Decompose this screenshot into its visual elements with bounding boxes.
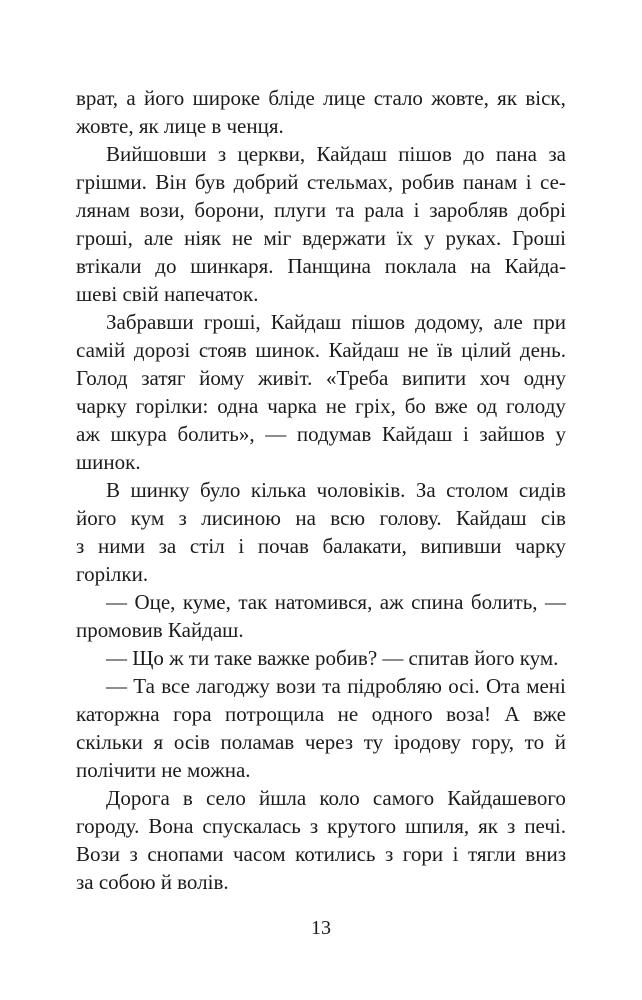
paragraph xyxy=(76,672,566,784)
word: як xyxy=(497,86,518,110)
word: грішми. xyxy=(76,170,147,194)
text-line xyxy=(76,504,566,532)
word: гріх, xyxy=(355,394,396,418)
word: я xyxy=(153,730,164,754)
word: вниз xyxy=(525,842,566,866)
word: добрий xyxy=(233,170,299,194)
word: стояв xyxy=(198,338,247,362)
text-line xyxy=(76,196,566,224)
word: до xyxy=(463,142,485,166)
word: чоловіків. xyxy=(316,478,406,502)
word: дорозі xyxy=(133,338,191,362)
word: собою xyxy=(98,870,156,894)
word: з xyxy=(309,814,319,838)
word: тягли xyxy=(467,842,516,866)
word: день. xyxy=(519,338,566,362)
paragraph xyxy=(76,784,566,896)
word: почав xyxy=(257,534,309,558)
word: гори xyxy=(402,842,444,866)
word: й xyxy=(160,870,172,894)
word: Панщина xyxy=(287,254,372,278)
paragraph xyxy=(76,644,566,672)
word: вози xyxy=(276,674,316,698)
word: панам xyxy=(462,170,518,194)
word: гроші, xyxy=(76,226,133,250)
word: та xyxy=(322,674,341,698)
word: випивши xyxy=(420,534,502,558)
text-line xyxy=(76,644,566,672)
word: кілька xyxy=(250,478,307,502)
word: Кайдашевого xyxy=(447,786,566,810)
word: не xyxy=(337,702,359,726)
word: сидів xyxy=(518,478,566,502)
word: Оце, xyxy=(134,590,176,614)
word: з xyxy=(217,142,227,166)
word: А xyxy=(504,702,520,726)
word: гроші, xyxy=(203,310,261,334)
word: кум xyxy=(130,506,165,530)
word: втікали xyxy=(76,254,142,278)
word: Забравши xyxy=(106,310,194,334)
word: се- xyxy=(540,170,566,194)
text-line xyxy=(76,756,566,784)
word: заробляв xyxy=(429,198,509,222)
word: лянам xyxy=(76,198,130,222)
word: поклала xyxy=(384,254,457,278)
page-number: 13 xyxy=(311,917,331,939)
word: За xyxy=(415,478,436,502)
word: — xyxy=(106,674,127,698)
word: аж xyxy=(379,590,404,614)
word: аж xyxy=(76,422,100,446)
word: — xyxy=(382,646,404,670)
word: добрі xyxy=(517,198,566,222)
word: підробляю xyxy=(347,674,442,698)
text-line xyxy=(76,420,566,448)
word: з xyxy=(76,534,85,558)
word: їв xyxy=(436,338,453,362)
word: свій xyxy=(122,282,159,306)
word: спитав xyxy=(408,646,470,670)
word: і xyxy=(525,170,532,194)
word: і xyxy=(462,422,469,446)
word: то xyxy=(524,730,545,754)
word: сів xyxy=(540,506,566,530)
word: і xyxy=(452,842,459,866)
paragraph xyxy=(76,588,566,644)
word: бліде xyxy=(268,86,315,110)
word: воза! xyxy=(446,702,491,726)
word: пішов xyxy=(398,142,452,166)
text-line xyxy=(76,448,566,476)
word: ніяк xyxy=(184,226,222,250)
word: село xyxy=(205,786,246,810)
word: Кайдаш xyxy=(456,506,527,530)
word: віск, xyxy=(525,86,566,110)
word: шеві xyxy=(76,282,118,306)
word: з xyxy=(178,506,187,530)
word: шинкаря. xyxy=(190,254,274,278)
text-line xyxy=(76,700,566,728)
word: лагоджу xyxy=(196,674,270,698)
word: лице xyxy=(163,114,207,138)
word: цілий xyxy=(461,338,512,362)
word: бо xyxy=(404,394,426,418)
word: стельмах, xyxy=(306,170,394,194)
text-line xyxy=(76,868,566,896)
word: мені xyxy=(526,674,566,698)
text-line xyxy=(76,392,566,420)
word: промовив xyxy=(76,618,163,642)
word: Кайдаш xyxy=(328,338,400,362)
word: Кайда- xyxy=(504,254,566,278)
text-line xyxy=(76,672,566,700)
word: осів xyxy=(173,730,210,754)
word: до xyxy=(155,254,177,278)
word: борони, xyxy=(194,198,265,222)
word: іродову xyxy=(393,730,461,754)
word: шкура xyxy=(110,422,167,446)
word: був xyxy=(194,170,226,194)
word: потрощила xyxy=(225,702,325,726)
word: горілки: xyxy=(135,394,209,418)
word: лице xyxy=(323,86,366,110)
word: голову. xyxy=(379,506,442,530)
word: «Треба xyxy=(326,366,389,390)
word: всю xyxy=(330,506,366,530)
word: за xyxy=(76,870,94,894)
word: врат, xyxy=(76,86,119,110)
word: плуги xyxy=(274,198,327,222)
word: йшла xyxy=(259,786,307,810)
word: з xyxy=(507,814,516,838)
text-line xyxy=(76,280,566,308)
text-line xyxy=(76,112,566,140)
word: та xyxy=(335,198,355,222)
word: не xyxy=(325,394,347,418)
word: Кайдаш xyxy=(381,422,453,446)
word: часом xyxy=(233,842,286,866)
word: самого xyxy=(372,786,435,810)
text-line xyxy=(76,532,566,560)
word: ти xyxy=(188,646,210,670)
word: зайшов xyxy=(479,422,545,446)
word: крутого xyxy=(327,814,397,838)
text-line xyxy=(76,840,566,868)
word: Вийшовши xyxy=(106,142,207,166)
word: шинку xyxy=(130,478,190,502)
word: спускалась xyxy=(202,814,301,838)
word: чарка xyxy=(267,394,317,418)
word: одна xyxy=(217,394,259,418)
text-line xyxy=(76,560,566,588)
word: не xyxy=(231,226,253,250)
text-line xyxy=(76,168,566,196)
word: вози, xyxy=(139,198,185,222)
word: не xyxy=(407,338,429,362)
word: Ота xyxy=(485,674,520,698)
word: вже xyxy=(434,394,468,418)
word: ними xyxy=(97,534,145,558)
word: рала xyxy=(364,198,404,222)
word: їх xyxy=(396,226,414,250)
word: Кайдаш. xyxy=(167,618,244,642)
word: гора xyxy=(173,702,212,726)
word: з xyxy=(384,842,394,866)
word: і xyxy=(413,198,420,222)
word: снопами xyxy=(147,842,224,866)
word: як xyxy=(478,814,499,838)
word: куме, xyxy=(182,590,231,614)
word: на xyxy=(295,506,316,530)
paragraph xyxy=(76,476,566,588)
word: через xyxy=(304,730,354,754)
word: — xyxy=(545,590,566,614)
paragraph xyxy=(76,140,566,308)
word: його xyxy=(143,86,185,110)
word: голоду xyxy=(506,394,566,418)
word: за xyxy=(158,534,177,558)
word: його xyxy=(474,646,515,670)
word: балакати, xyxy=(322,534,407,558)
text-line xyxy=(76,308,566,336)
word: й xyxy=(554,730,566,754)
word: самій xyxy=(76,338,126,362)
text-line xyxy=(76,784,566,812)
word: шинок. xyxy=(255,338,320,362)
text-line xyxy=(76,476,566,504)
page-text xyxy=(76,84,566,896)
word: на xyxy=(470,254,491,278)
word: Вона xyxy=(148,814,194,838)
word: жовте, xyxy=(431,86,489,110)
word: стало xyxy=(373,86,423,110)
word: Він xyxy=(155,170,187,194)
word: у xyxy=(555,422,566,446)
word: городу. xyxy=(76,814,140,838)
word: ж xyxy=(169,646,184,670)
word: — xyxy=(106,590,127,614)
text-line xyxy=(76,84,566,112)
word: пана xyxy=(495,142,537,166)
word: не xyxy=(161,758,182,782)
word: у xyxy=(424,226,435,250)
word: робив xyxy=(401,170,455,194)
text-line xyxy=(76,588,566,616)
word: як xyxy=(138,114,159,138)
word: натомився, xyxy=(274,590,373,614)
word: чарку xyxy=(515,534,566,558)
word: Кайдаш xyxy=(270,310,342,334)
word: при xyxy=(532,310,566,334)
word: шпиля, xyxy=(405,814,470,838)
word: подумав xyxy=(296,422,372,446)
word: Голод xyxy=(76,366,128,390)
word: живіт. xyxy=(257,366,313,390)
word: таке xyxy=(214,646,253,670)
word: Дорога xyxy=(106,786,170,810)
word: Та xyxy=(133,674,155,698)
word: йому xyxy=(199,366,245,390)
word: спина xyxy=(411,590,464,614)
word: вже xyxy=(533,702,566,726)
word: од xyxy=(476,394,498,418)
word: його xyxy=(76,506,117,530)
word: широке xyxy=(192,86,261,110)
word: чарку xyxy=(76,394,127,418)
word: ченця. xyxy=(226,114,284,138)
word: в xyxy=(182,786,193,810)
word: коло xyxy=(319,786,360,810)
word: хоч xyxy=(479,366,510,390)
word: можна. xyxy=(186,758,251,782)
word: було xyxy=(199,478,241,502)
word: з xyxy=(129,842,138,866)
word: важке xyxy=(257,646,310,670)
word: а xyxy=(126,86,136,110)
paragraph xyxy=(76,84,566,140)
word: в xyxy=(211,114,222,138)
word: випити xyxy=(402,366,467,390)
word: столом xyxy=(446,478,509,502)
word: стіл xyxy=(189,534,225,558)
word: все xyxy=(161,674,190,698)
text-line xyxy=(76,812,566,840)
word: одну xyxy=(523,366,566,390)
word: додому, xyxy=(415,310,484,334)
word: але xyxy=(493,310,523,334)
word: за xyxy=(548,142,566,166)
word: руках. xyxy=(445,226,502,250)
word: церкви, xyxy=(237,142,306,166)
word: шинок. xyxy=(76,450,141,474)
word: В xyxy=(106,478,121,502)
word: Гроші xyxy=(512,226,566,250)
text-line xyxy=(76,252,566,280)
text-line xyxy=(76,336,566,364)
paragraph xyxy=(76,308,566,476)
word: гору, xyxy=(471,730,515,754)
word: осі. xyxy=(448,674,480,698)
word: каторжна xyxy=(76,702,160,726)
text-line xyxy=(76,616,566,644)
word: так xyxy=(238,590,268,614)
word: затяг xyxy=(141,366,186,390)
word: — xyxy=(106,646,127,670)
word: пішов xyxy=(351,310,406,334)
word: але xyxy=(143,226,174,250)
word: жовте, xyxy=(76,114,134,138)
word: одного xyxy=(371,702,433,726)
word: кум. xyxy=(519,646,559,670)
word: Кайдаш xyxy=(316,142,387,166)
word: болить», xyxy=(177,422,255,446)
text-line xyxy=(76,364,566,392)
word: котились xyxy=(295,842,376,866)
word: горілки. xyxy=(76,562,149,586)
word: ту xyxy=(363,730,384,754)
word: робив? xyxy=(315,646,378,670)
word: скільки xyxy=(76,730,143,754)
word: лисиною xyxy=(201,506,281,530)
word: і xyxy=(238,534,245,558)
word: міг xyxy=(263,226,292,250)
text-line xyxy=(76,728,566,756)
word: Вози xyxy=(76,842,121,866)
word: болить, xyxy=(470,590,538,614)
word: волів. xyxy=(177,870,229,894)
text-line xyxy=(76,224,566,252)
word: вдержати xyxy=(302,226,386,250)
word: напечаток. xyxy=(163,282,259,306)
word: Що xyxy=(132,646,164,670)
text-line xyxy=(76,140,566,168)
word: поламав xyxy=(220,730,295,754)
word: печі. xyxy=(524,814,566,838)
word: полічити xyxy=(76,758,156,782)
word: — xyxy=(265,422,287,446)
